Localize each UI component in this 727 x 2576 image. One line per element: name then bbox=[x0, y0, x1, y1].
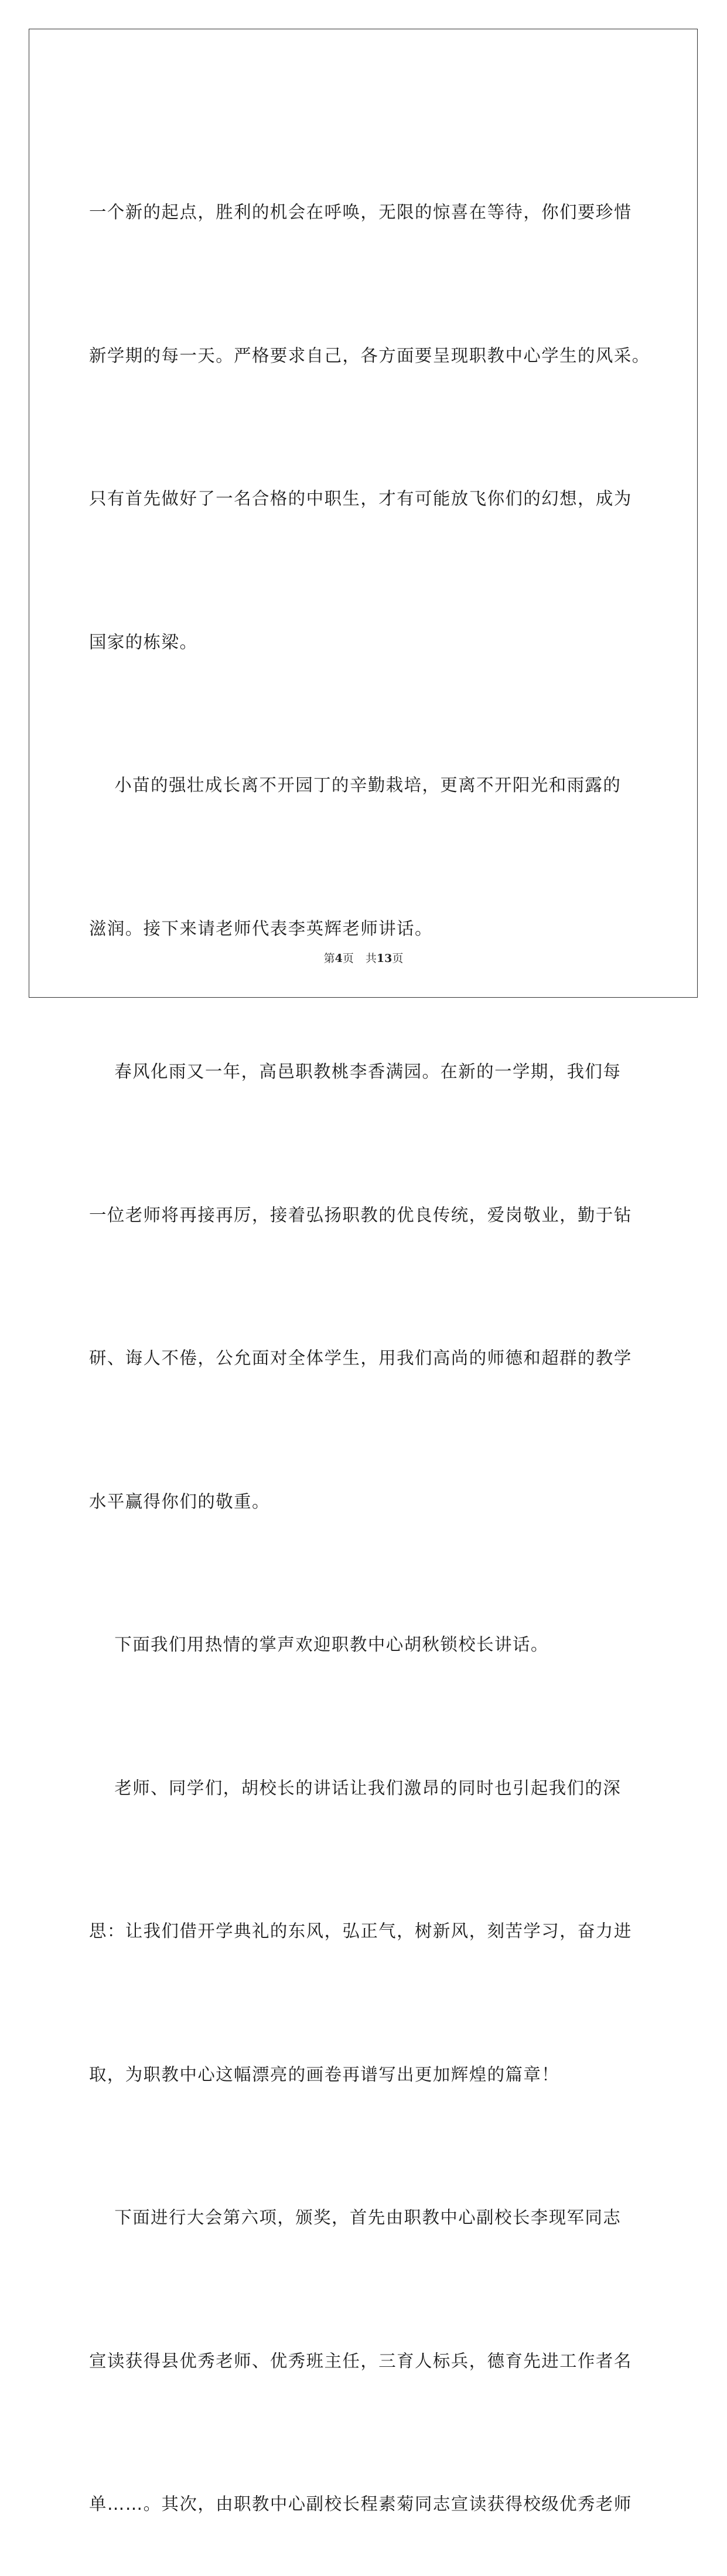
text-line: 宣读获得县优秀老师、优秀班主任，三育人标兵，德育先进工作者名 bbox=[89, 2350, 632, 2371]
page-number: 4 bbox=[335, 952, 343, 965]
text-line: 小苗的强壮成长离不开园丁的辛勤栽培，更离不开阳光和雨露的 bbox=[89, 775, 622, 795]
text-line: 思：让我们借开学典礼的东风，弘正气，树新风，刻苦学习，奋力进 bbox=[89, 1921, 632, 1941]
text-line: 春风化雨又一年，高邑职教桃李香满园。在新的一学期，我们每 bbox=[89, 1062, 622, 1081]
text-line: 滋润。接下来请老师代表李英辉老师讲话。 bbox=[89, 918, 433, 939]
total-prefix: 共 bbox=[365, 952, 377, 965]
document-body bbox=[89, 93, 650, 2576]
total-pages: 13 bbox=[376, 952, 392, 965]
page-footer bbox=[0, 950, 727, 965]
text-line: 研、诲人不倦，公允面对全体学生，用我们高尚的师德和超群的教学 bbox=[89, 1348, 632, 1368]
text-line: 下面我们用热情的掌声欢迎职教中心胡秋锁校长讲话。 bbox=[89, 1635, 549, 1654]
text-line: 单……。其次，由职教中心副校长程素菊同志宣读获得校级优秀老师 bbox=[89, 2494, 632, 2514]
text-line: 下面进行大会第六项，颁奖，首先由职教中心副校长李现军同志 bbox=[89, 2207, 622, 2227]
total-suffix: 页 bbox=[392, 952, 404, 965]
page-prefix: 第 bbox=[323, 952, 335, 965]
text-line: 一个新的起点，胜利的机会在呼唤，无限的惊喜在等待，你们要珍惜 bbox=[89, 202, 632, 222]
text-line: 只有首先做好了一名合格的中职生，才有可能放飞你们的幻想，成为 bbox=[89, 489, 632, 509]
text-line: 水平赢得你们的敬重。 bbox=[89, 1491, 270, 1512]
text-line: 国家的栋梁。 bbox=[89, 632, 198, 652]
text-line: 一位老师将再接再厉，接着弘扬职教的优良传统，爱岗敬业，勤于钻 bbox=[89, 1205, 632, 1225]
text-line: 新学期的每一天。严格要求自己，各方面要呈现职教中心学生的风采。 bbox=[89, 345, 650, 366]
page-suffix: 页 bbox=[342, 952, 354, 965]
text-line: 取，为职教中心这幅漂亮的画卷再谱写出更加辉煌的篇章！ bbox=[89, 2064, 560, 2084]
text-line: 老师、同学们，胡校长的讲话让我们激昂的同时也引起我们的深 bbox=[89, 1777, 622, 1798]
